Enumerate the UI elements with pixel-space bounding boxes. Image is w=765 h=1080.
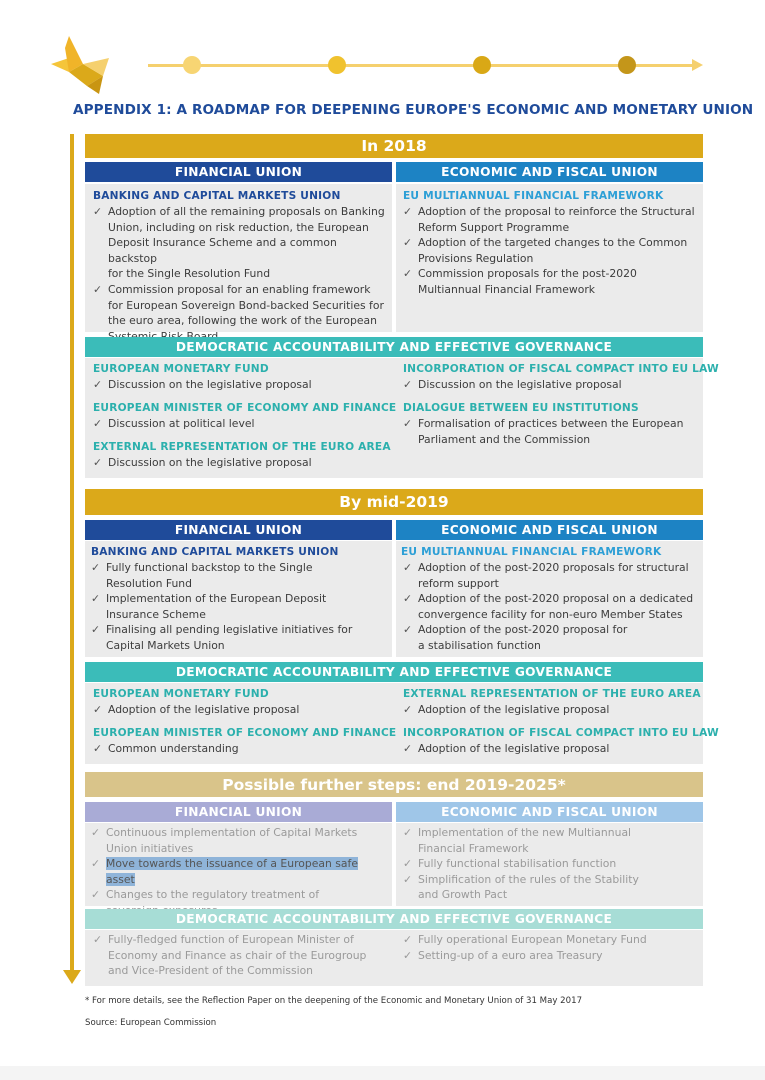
item-line: Fully-fledged function of European Minister of bbox=[108, 933, 354, 946]
timeline-dot bbox=[183, 56, 201, 74]
item-line: and Vice-President of the Commission bbox=[108, 964, 314, 978]
dove-icon bbox=[47, 34, 117, 96]
check-icon: ✓ bbox=[93, 933, 103, 946]
item-line: Parliament and the Commission bbox=[418, 432, 591, 446]
item-line: Financial Framework bbox=[418, 841, 529, 855]
check-icon: ✓ bbox=[91, 592, 101, 606]
item-line: Adoption of the legislative proposal bbox=[418, 742, 610, 755]
gov-head-label: DEMOCRATIC ACCOUNTABILITY AND EFFECTIVE GOVERNANCE bbox=[175, 665, 613, 679]
list-item bbox=[91, 560, 388, 591]
item-line: for European Sovereign Bond-backed Securities for bbox=[108, 298, 384, 312]
list-item bbox=[91, 591, 388, 622]
item-line: Formalisation of practices between the European bbox=[418, 417, 684, 430]
source-note: Source: European Commission bbox=[85, 1018, 217, 1028]
item-line: for the Single Resolution Fund bbox=[108, 267, 271, 281]
item-line: a stabilisation function bbox=[418, 638, 541, 652]
period-band-2018 bbox=[85, 134, 703, 158]
check-icon: ✓ bbox=[403, 703, 413, 716]
check-icon: ✓ bbox=[403, 205, 413, 218]
footnote: * For more details, see the Reflection Paper on the deepening of the Economic and Monetary Union of 31 May 2017 bbox=[85, 996, 583, 1006]
timeline-arrowhead bbox=[692, 59, 703, 71]
subheading: BANKING AND CAPITAL MARKETS UNION bbox=[93, 190, 341, 202]
list-item bbox=[93, 416, 388, 432]
gov-head-label: DEMOCRATIC ACCOUNTABILITY AND EFFECTIVE GOVERNANCE bbox=[175, 340, 613, 354]
list-item bbox=[93, 282, 388, 344]
check-icon: ✓ bbox=[93, 417, 103, 430]
check-icon: ✓ bbox=[93, 742, 103, 755]
check-icon: ✓ bbox=[93, 703, 103, 716]
item-line: Economy and Finance as chair of the Eurogroup bbox=[108, 948, 367, 962]
list-item bbox=[91, 856, 388, 887]
item-line: Discussion on the legislative proposal bbox=[108, 378, 312, 391]
period-label: In 2018 bbox=[361, 137, 427, 155]
period-band-2019-2025 bbox=[85, 772, 703, 797]
item-line: Continuous implementation of Capital Markets bbox=[106, 826, 358, 839]
item-line: Fully functional stabilisation function bbox=[418, 857, 617, 871]
subheading: BANKING AND CAPITAL MARKETS UNION bbox=[91, 546, 339, 558]
highlighted-text[interactable]: Move towards the issuance of a European safe asset bbox=[106, 857, 358, 886]
timeline-dot bbox=[618, 56, 636, 74]
period-label: Possible further steps: end 2019-2025* bbox=[222, 775, 566, 794]
col-head-label: ECONOMIC AND FISCAL UNION bbox=[441, 805, 658, 819]
item-line: Union initiatives bbox=[106, 841, 194, 855]
list-item bbox=[93, 932, 388, 979]
col-head-label: ECONOMIC AND FISCAL UNION bbox=[441, 523, 658, 537]
item-line: Adoption of the post-2020 proposals for structural bbox=[418, 561, 689, 574]
check-icon: ✓ bbox=[403, 417, 413, 430]
check-icon: ✓ bbox=[403, 623, 413, 637]
list-item bbox=[403, 416, 698, 447]
list-item bbox=[91, 825, 388, 856]
page-bottom-edge bbox=[0, 1066, 765, 1080]
check-icon: ✓ bbox=[91, 826, 101, 839]
list-item bbox=[403, 741, 698, 757]
item-line: Commission proposal for an enabling framework bbox=[108, 282, 371, 296]
check-icon: ✓ bbox=[403, 236, 413, 250]
page-title: APPENDIX 1: A ROADMAP FOR DEEPENING EUROPE'S ECONOMIC AND MONETARY UNION bbox=[73, 102, 754, 118]
item-line: Union, including on risk reduction, the European bbox=[108, 220, 369, 234]
list-item bbox=[93, 741, 388, 757]
gov-head-label: DEMOCRATIC ACCOUNTABILITY AND EFFECTIVE GOVERNANCE bbox=[175, 912, 613, 926]
item-line: Adoption of the legislative proposal bbox=[108, 703, 300, 716]
item-list bbox=[403, 204, 698, 298]
timeline-dot bbox=[473, 56, 491, 74]
item-list bbox=[403, 560, 700, 654]
item-line: Commission proposals for the post-2020 bbox=[418, 267, 637, 281]
period-band-mid-2019 bbox=[85, 489, 703, 515]
subheading: EU MULTIANNUAL FINANCIAL FRAMEWORK bbox=[401, 546, 662, 558]
timeline-dot bbox=[328, 56, 346, 74]
list-item bbox=[93, 377, 388, 393]
item-line: convergence facility for non-euro Member States bbox=[418, 607, 683, 621]
list-item bbox=[403, 702, 698, 718]
financial-union-header bbox=[85, 802, 392, 822]
list-item bbox=[403, 266, 698, 297]
list-item bbox=[93, 204, 388, 282]
item-line: Adoption of the proposal to reinforce the Structural bbox=[418, 205, 695, 218]
timeline-line bbox=[148, 64, 696, 67]
item-line: Reform Support Programme bbox=[418, 220, 570, 234]
col-head-label: ECONOMIC AND FISCAL UNION bbox=[441, 165, 658, 179]
list-item bbox=[403, 204, 698, 235]
timeline-vertical-line bbox=[70, 134, 74, 974]
economic-fiscal-union-header bbox=[396, 520, 703, 540]
item-line: Fully functional backstop to the Single bbox=[106, 561, 313, 574]
list-item bbox=[403, 948, 698, 964]
check-icon: ✓ bbox=[91, 623, 101, 637]
item-line: Discussion on the legislative proposal bbox=[108, 456, 312, 469]
item-line: Fully operational European Monetary Fund bbox=[418, 933, 647, 946]
subheading: INCORPORATION OF FISCAL COMPACT INTO EU LAW bbox=[403, 363, 719, 375]
col-head-label: FINANCIAL UNION bbox=[174, 805, 303, 819]
financial-union-header bbox=[85, 162, 392, 182]
check-icon: ✓ bbox=[93, 282, 103, 296]
item-line: Discussion at political level bbox=[108, 417, 255, 430]
item-line: Adoption of the legislative proposal bbox=[418, 703, 610, 716]
item-list bbox=[403, 825, 700, 903]
list-item bbox=[403, 377, 698, 393]
item-line: Adoption of the targeted changes to the Common bbox=[418, 236, 688, 250]
item-line: Implementation of the new Multiannual bbox=[418, 826, 632, 839]
list-item bbox=[403, 560, 700, 591]
subheading: EUROPEAN MONETARY FUND bbox=[93, 363, 269, 375]
item-line: Finalising all pending legislative initiatives for bbox=[106, 623, 353, 637]
economic-fiscal-union-header bbox=[396, 162, 703, 182]
list-item bbox=[403, 591, 700, 622]
check-icon: ✓ bbox=[403, 933, 413, 946]
item-line: Multiannual Financial Framework bbox=[418, 282, 596, 296]
item-list bbox=[91, 825, 388, 919]
item-line: Adoption of the post-2020 proposal for bbox=[418, 623, 628, 637]
item-line: Adoption of all the remaining proposals on Banking bbox=[108, 205, 385, 218]
check-icon: ✓ bbox=[403, 378, 413, 391]
subheading: EUROPEAN MONETARY FUND bbox=[93, 688, 269, 700]
item-line: and Growth Pact bbox=[418, 888, 508, 902]
check-icon: ✓ bbox=[91, 888, 101, 902]
item-list bbox=[91, 560, 388, 654]
item-line: Insurance Scheme bbox=[106, 607, 206, 621]
item-line: the euro area, following the work of the European bbox=[108, 314, 377, 328]
item-line: Resolution Fund bbox=[106, 576, 193, 590]
subheading: EUROPEAN MINISTER OF ECONOMY AND FINANCE bbox=[93, 727, 397, 739]
check-icon: ✓ bbox=[403, 742, 413, 755]
governance-header bbox=[85, 909, 703, 929]
check-icon: ✓ bbox=[403, 592, 413, 606]
check-icon: ✓ bbox=[403, 267, 413, 281]
subheading: EXTERNAL REPRESENTATION OF THE EURO AREA bbox=[93, 441, 391, 453]
list-item bbox=[403, 825, 700, 856]
list-item bbox=[93, 455, 388, 471]
item-line: Common understanding bbox=[108, 742, 239, 755]
list-item bbox=[403, 856, 700, 872]
item-list bbox=[93, 204, 388, 344]
check-icon: ✓ bbox=[93, 456, 103, 469]
period-label: By mid-2019 bbox=[339, 493, 449, 511]
list-item bbox=[403, 872, 700, 903]
item-line bbox=[106, 856, 388, 887]
item-line: Simplification of the rules of the Stability bbox=[418, 872, 639, 886]
item-line: reform support bbox=[418, 576, 499, 590]
check-icon: ✓ bbox=[403, 857, 413, 871]
list-item bbox=[403, 235, 698, 266]
financial-union-header bbox=[85, 520, 392, 540]
subheading: EUROPEAN MINISTER OF ECONOMY AND FINANCE bbox=[93, 402, 397, 414]
governance-header bbox=[85, 662, 703, 682]
check-icon: ✓ bbox=[91, 857, 101, 871]
item-line: Adoption of the post-2020 proposal on a dedicated bbox=[418, 592, 694, 606]
list-item bbox=[91, 622, 388, 653]
item-line: Deposit Insurance Scheme and a common backstop bbox=[108, 236, 337, 265]
check-icon: ✓ bbox=[403, 872, 413, 886]
item-line: Capital Markets Union bbox=[106, 638, 225, 652]
item-line: Provisions Regulation bbox=[418, 251, 534, 265]
governance-header bbox=[85, 337, 703, 357]
item-line: Discussion on the legislative proposal bbox=[418, 378, 622, 391]
item-line: Changes to the regulatory treatment of bbox=[106, 888, 320, 902]
list-item bbox=[93, 702, 388, 718]
subheading: EXTERNAL REPRESENTATION OF THE EURO AREA bbox=[403, 688, 701, 700]
check-icon: ✓ bbox=[93, 378, 103, 391]
item-line: Setting-up of a euro area Treasury bbox=[418, 948, 603, 962]
timeline-vertical-arrowhead bbox=[63, 970, 81, 984]
col-head-label: FINANCIAL UNION bbox=[174, 523, 303, 537]
item-list bbox=[403, 932, 698, 963]
subheading: DIALOGUE BETWEEN EU INSTITUTIONS bbox=[403, 402, 639, 414]
check-icon: ✓ bbox=[93, 205, 103, 218]
list-item bbox=[403, 932, 698, 948]
economic-fiscal-union-header bbox=[396, 802, 703, 822]
check-icon: ✓ bbox=[403, 948, 413, 962]
check-icon: ✓ bbox=[403, 561, 413, 574]
check-icon: ✓ bbox=[91, 561, 101, 574]
subheading: EU MULTIANNUAL FINANCIAL FRAMEWORK bbox=[403, 190, 664, 202]
list-item bbox=[403, 622, 700, 653]
item-line: Implementation of the European Deposit bbox=[106, 592, 327, 606]
subheading: INCORPORATION OF FISCAL COMPACT INTO EU LAW bbox=[403, 727, 719, 739]
col-head-label: FINANCIAL UNION bbox=[174, 165, 303, 179]
check-icon: ✓ bbox=[403, 826, 413, 839]
